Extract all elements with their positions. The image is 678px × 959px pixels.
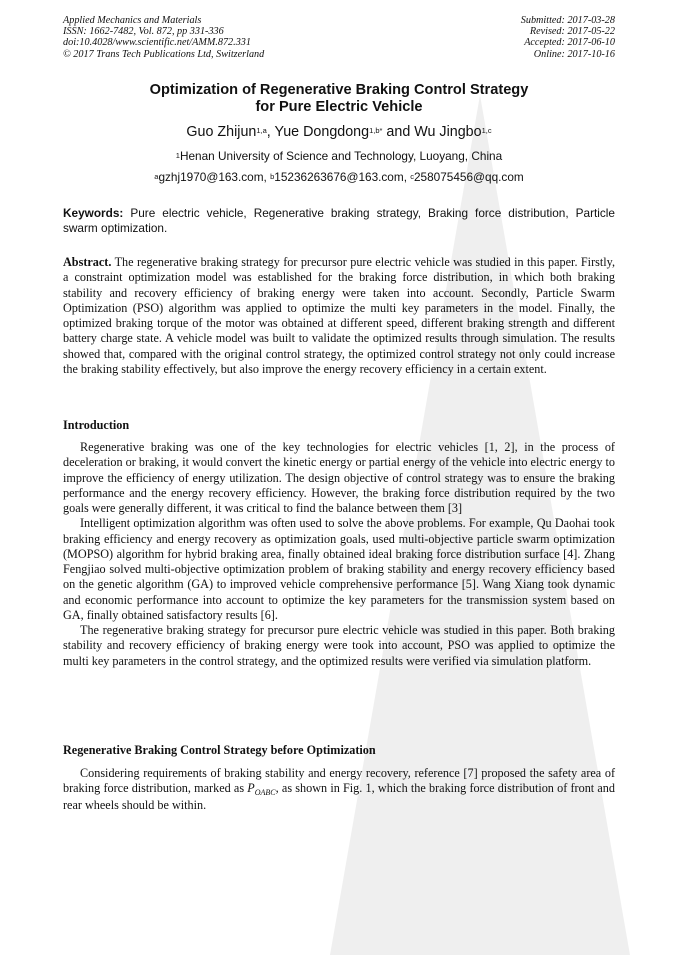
affiliation-superscript: 1 [175, 151, 180, 160]
keywords-label: Keywords: [63, 206, 124, 220]
title-line-1: Optimization of Regenerative Braking Control Strategy [149, 82, 529, 98]
section-heading-control-strategy: Regenerative Braking Control Strategy before Optimization [63, 743, 376, 757]
email-c[interactable]: 258075456@qq.com [414, 170, 524, 184]
author-name: Wu Jingbo [414, 124, 482, 140]
abstract-text: The regenerative braking strategy for precursor pure electric vehicle was studied in this paper. Firstly, a constraint optimization model was established for the braking force distribution, in which both braking stability and recovery efficiency of braking energy were taken into account. Secondly, Particle Swarm Optimization (PSO) algorithm was applied to optimize the multi key parameters in the model. Finally, the optimized braking torque of the motor was obtained at different speed, different braking strength and different battery charge state. A vehicle model was built to validate the optimized results through simulation. The results showed that, compared with the original control strategy, the optimized control strategy not only could increase the braking stability effectively, but also improve the energy recovery efficiency in a certain extent. [63, 255, 615, 376]
journal-name: Applied Mechanics and Materials [63, 15, 202, 26]
email-b[interactable]: 15236263676@163.com, [274, 170, 411, 184]
date-revised: Revised: 2017-05-22 [529, 26, 615, 38]
section-heading-introduction: Introduction [63, 418, 130, 432]
author-separator: , [266, 124, 275, 140]
paragraph: The regenerative braking strategy for precursor pure electric vehicle was studied in this paper. Both braking stability and recovery efficiency of braking energy were took into account, PSO was applied to optimize the multi key parameters in the control strategy, and the optimized results were verified via simulation platform. [63, 623, 615, 668]
author-name: Yue Dongdong [274, 124, 370, 140]
journal-issn: ISSN: 1662-7482, Vol. 872, pp 331-336 [63, 26, 224, 38]
paragraph [63, 766, 615, 813]
journal-copyright: © 2017 Trans Tech Publications Ltd, Switzerland [63, 48, 265, 60]
affiliation-text: Henan University of Science and Technology, Luoyang, China [179, 149, 503, 163]
author-emails [63, 170, 615, 185]
keywords-text: Pure electric vehicle, Regenerative braking strategy, Braking force distribution, Particle swarm optimization. [63, 206, 615, 236]
author-superscript: 1,c [481, 126, 492, 135]
paragraph: Intelligent optimization algorithm was often used to solve the above problems. For example, Qu Daohai took braking efficiency and energy recovery as optimization goals, used multi-objective particle swarm optimization (MOPSO) algorithm for hybrid braking area, finally obtained ideal braking force distribution surface [4]. Zhang Fengjiao solved multi-objective optimization problem of braking stability and energy recovery efficiency based on the genetic algorithm (GA) to improved vehicle comprehensive performance [5]. Wang Xiang took dynamic and economic performance into account to optimize the key parameters for the transmission system based on GA, finally obtained satisfactory results [6]. [63, 516, 615, 622]
author-superscript: 1,a [256, 126, 267, 135]
submission-dates [521, 15, 615, 60]
author-list [63, 123, 615, 141]
author-separator: and [382, 124, 415, 140]
paragraph-text: , as shown in Fig. 1, which the braking force distribution of front and rear wheels should be within. [63, 781, 615, 812]
date-online: Online: 2017-10-16 [533, 48, 615, 60]
introduction-body [63, 440, 615, 669]
author-name: Guo Zhijun [186, 124, 257, 140]
date-accepted: Accepted: 2017-06-10 [524, 37, 615, 49]
email-superscript: a [154, 172, 159, 181]
keywords [63, 206, 615, 237]
abstract [63, 255, 615, 377]
title-line-2: for Pure Electric Vehicle [255, 99, 423, 115]
paper-title [63, 82, 615, 116]
abstract-label: Abstract. [63, 255, 112, 269]
email-a[interactable]: gzhj1970@163.com, [158, 170, 271, 184]
affiliation [63, 149, 615, 164]
date-submitted: Submitted: 2017-03-28 [520, 15, 615, 26]
math-subscript: OABC [254, 788, 276, 798]
journal-info [63, 15, 264, 60]
paragraph: Regenerative braking was one of the key technologies for electric vehicles [1, 2], in the process of deceleration or braking, it would convert the kinetic energy or partial energy of the vehicle into electric energy to improve the efficiency of energy utilization. The design objective of control strategy was to ensure the braking performance and the energy recovery efficiency. However, the braking force distribution required by the two goals were generally different, it was critical to find the balance between them [3] [63, 440, 615, 515]
email-superscript: b [270, 172, 275, 181]
journal-doi[interactable]: doi:10.4028/www.scientific.net/AMM.872.331 [63, 37, 251, 49]
math-symbol: P [247, 781, 255, 796]
paragraph-text: Considering requirements of braking stability and energy recovery, reference [7] proposed the safety area of braking force distribution, marked as [63, 766, 615, 796]
email-superscript: c [410, 172, 414, 181]
author-superscript: 1,b* [369, 126, 383, 135]
control-strategy-body [63, 766, 615, 813]
